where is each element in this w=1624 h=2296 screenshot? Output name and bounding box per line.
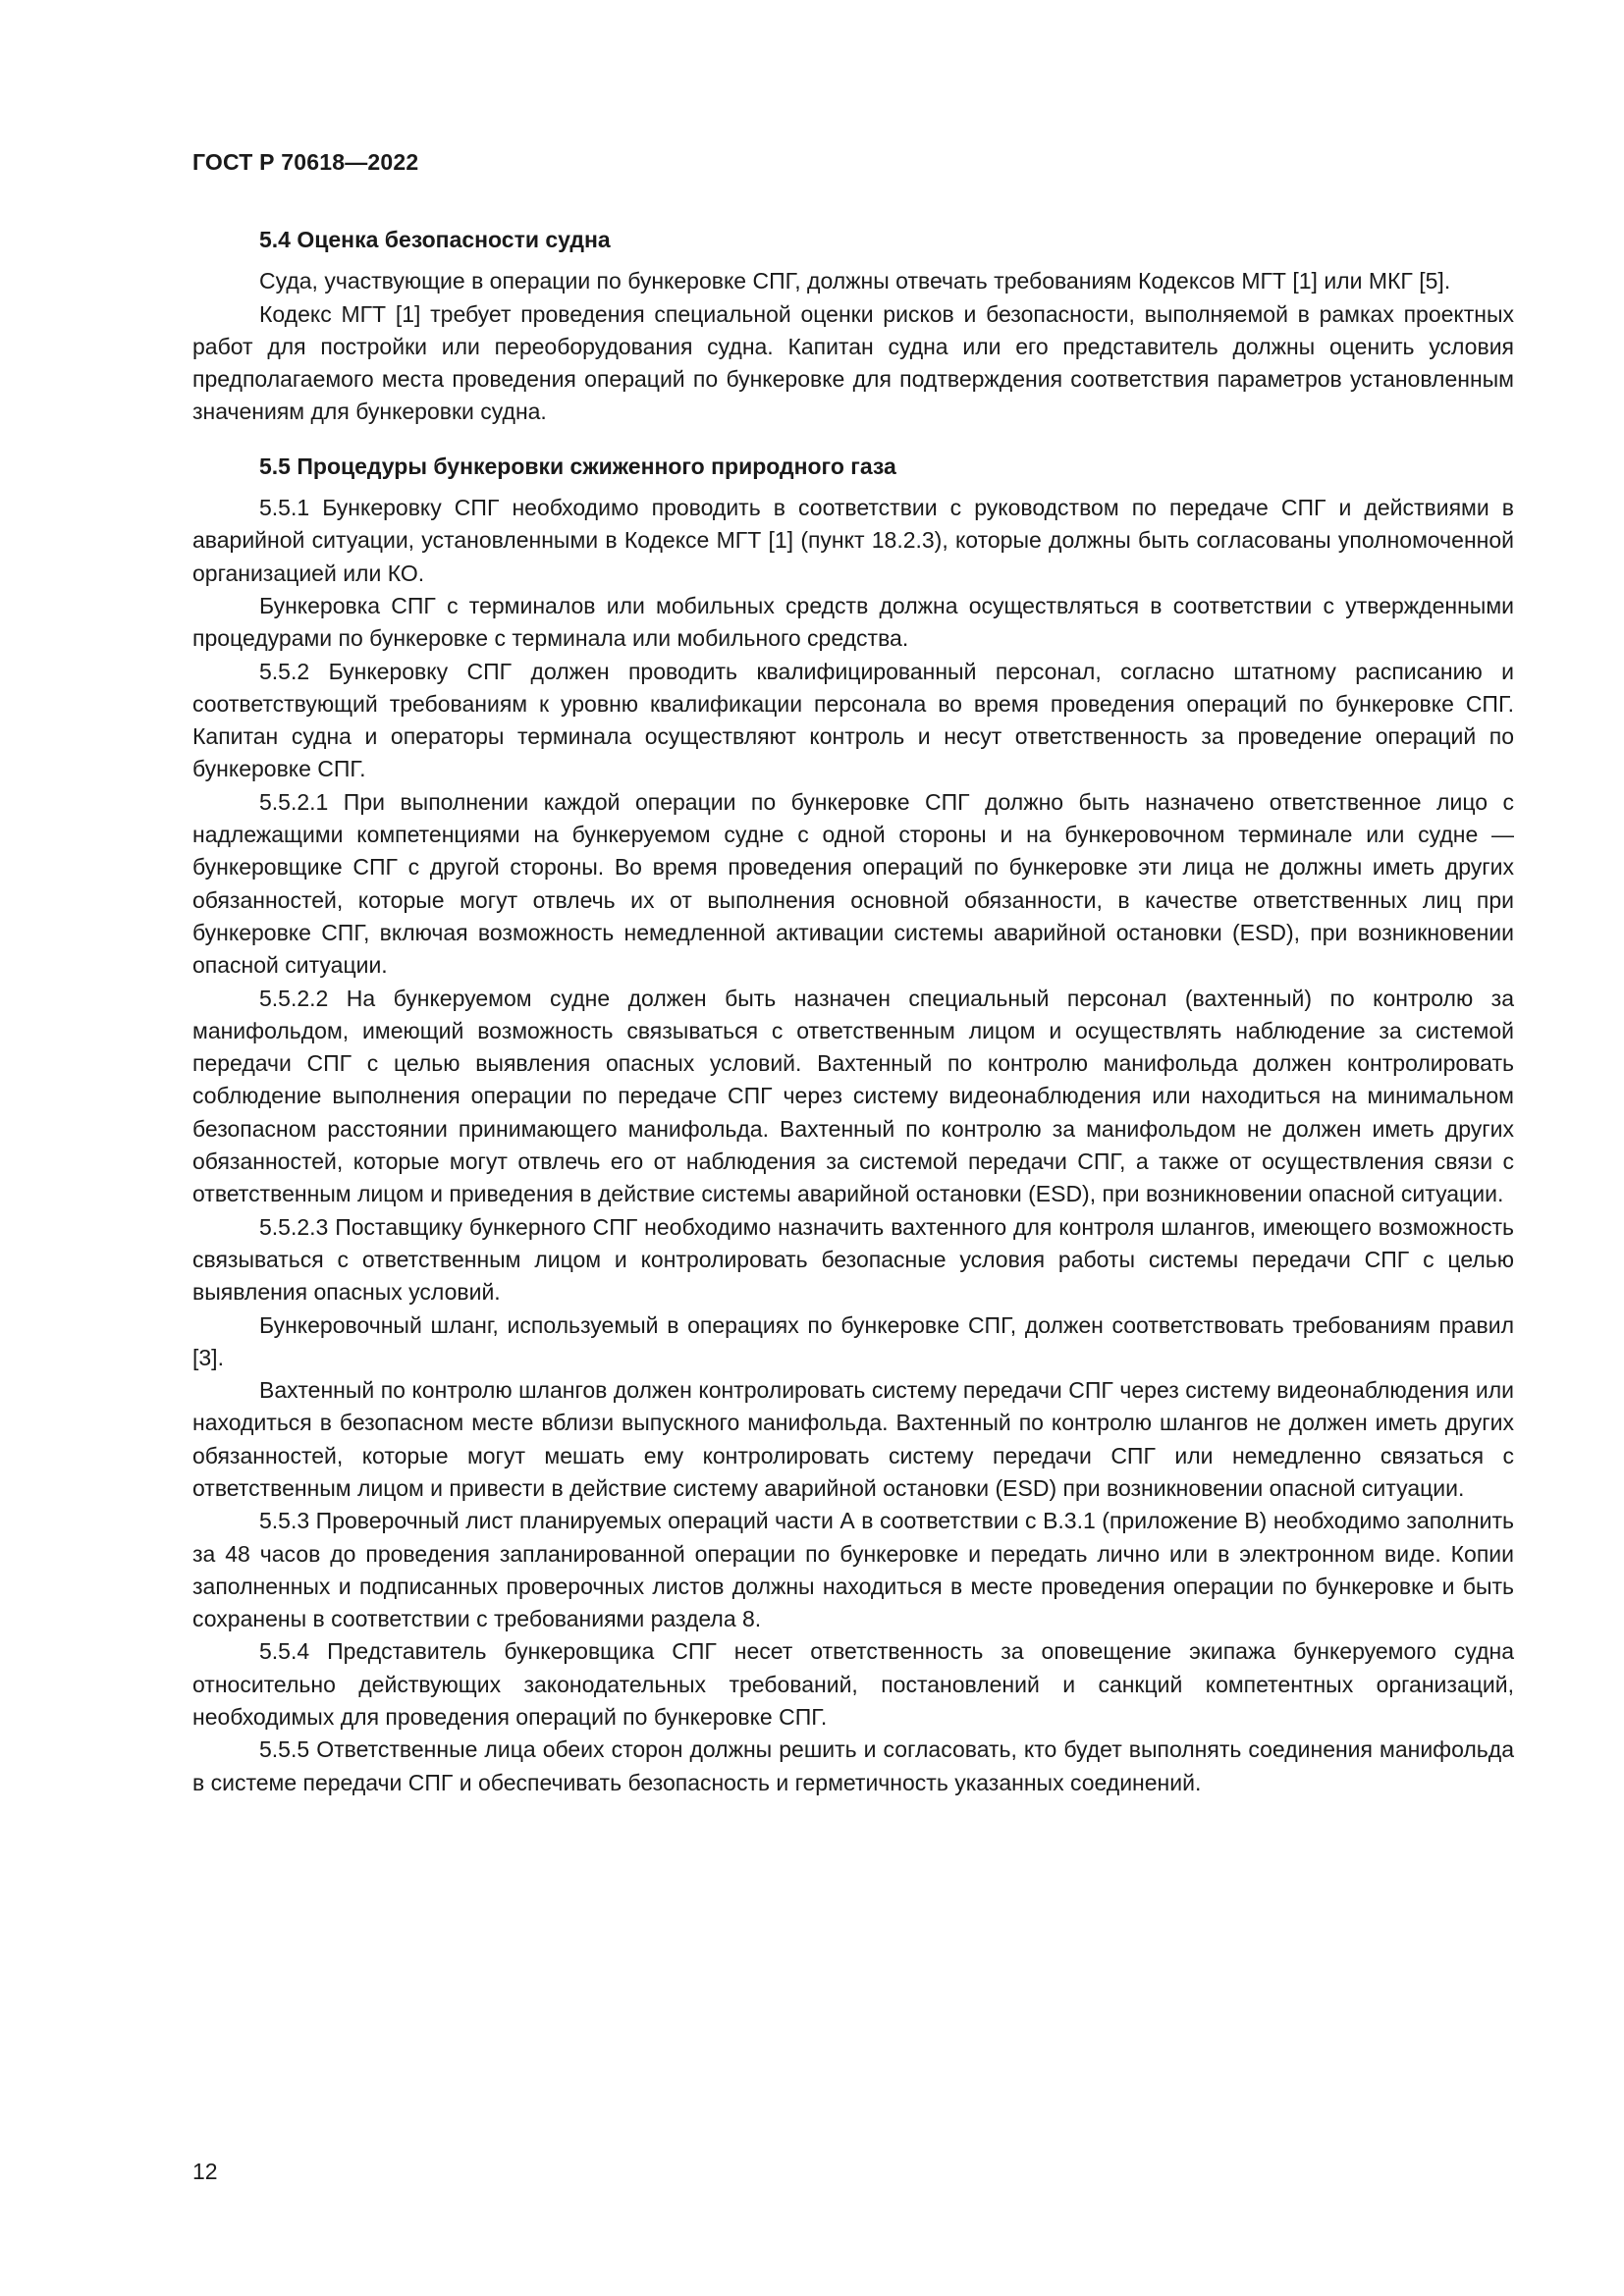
paragraph-5-5-2-1: 5.5.2.1 При выполнении каждой операции по бункеровке СПГ должно быть назначено ответственное лицо с надлежащими компетенциями на бункеруемом судне с одной стороны и на бункеровочном терминале или судне — бункеровщике СПГ с другой стороны. Во время проведения операций по бункеровке эти лица не должны иметь других обязанностей, которые могут отвлечь их от выполнения основной обязанности, в качестве ответственных лиц при бункеровке СПГ, включая возможность немедленной активации системы аварийной остановки (ESD), при возникновении опасной ситуации. bbox=[192, 788, 1514, 979]
paragraph: Вахтенный по контролю шлангов должен контролировать систему передачи СПГ через систему видеонаблюдения или находиться в безопасном месте вблизи выпускного манифольда. Вахтенный по контролю шлангов не должен иметь других обязанностей, которые могут мешать ему контролировать систему передачи СПГ или немедленно связаться с ответственным лицом и привести в действие систему аварийной остановки (ESD) при возникновении опасной ситуации. bbox=[192, 1377, 1514, 1501]
paragraph: Суда, участвующие в операции по бункеровке СПГ, должны отвечать требованиям Кодексов МГТ [1] или МКГ [5]. bbox=[259, 268, 1451, 294]
paragraph-5-5-3: 5.5.3 Проверочный лист планируемых операций части А в соответствии с В.3.1 (приложение В) необходимо заполнить за 48 часов до проведения запланированной операции по бункеровке и передать лично или в электронном виде. Копии заполненных и подписанных проверочных листов должны находиться в месте проведения операции по бункеровке и быть сохранены в соответствии с требованиями раздела 8. bbox=[192, 1508, 1514, 1632]
paragraph: Кодекс МГТ [1] требует проведения специальной оценки рисков и безопасности, выполняемой в рамках проектных работ для постройки или переоборудования судна. Капитан судна или его представитель должны оценить условия предполагаемого места проведения операций по бункеровке для подтверждения соответствия параметров установленным значениям для бункеровки судна. bbox=[192, 300, 1514, 425]
document-code-header: ГОСТ Р 70618—2022 bbox=[192, 149, 419, 175]
section-heading-5-5: 5.5 Процедуры бункеровки сжиженного природного газа bbox=[259, 453, 896, 479]
paragraph-5-5-1: 5.5.1 Бункеровку СПГ необходимо проводить в соответствии с руководством по передаче СПГ и действиями в аварийной ситуации, установленными в Кодексе МГТ [1] (пункт 18.2.3), которые должны быть согласованы уполномоченной организацией или КО. bbox=[192, 495, 1514, 586]
paragraph-5-5-2-2: 5.5.2.2 На бункеруемом судне должен быть назначен специальный персонал (вахтенный) по контролю за манифольдом, имеющий возможность связываться с ответственным лицом и осуществлять наблюдение за системой передачи СПГ с целью выявления опасных условий. Вахтенный по контролю манифольда должен контролировать соблюдение выполнения операции по передаче СПГ через систему видеонаблюдения или находиться на минимальном безопасном расстоянии принимающего манифольда. Вахтенный по контролю за манифольдом не должен иметь других обязанностей, которые могут отвлечь его от наблюдения за системой передачи СПГ, а также от осуществления связи с ответственным лицом и приведения в действие системы аварийной остановки (ESD), при возникновении опасной ситуации. bbox=[192, 985, 1514, 1207]
paragraph: Бункеровка СПГ с терминалов или мобильных средств должна осуществляться в соответствии с утвержденными процедурами по бункеровке с терминала или мобильного средства. bbox=[192, 592, 1514, 652]
paragraph: Бункеровочный шланг, используемый в операциях по бункеровке СПГ, должен соответствовать требованиям правил [3]. bbox=[192, 1311, 1514, 1370]
paragraph-5-5-5: 5.5.5 Ответственные лица обеих сторон должны решить и согласовать, кто будет выполнять соединения манифольда в системе передачи СПГ и обеспечивать безопасность и герметичность указанных соединений. bbox=[192, 1736, 1514, 1795]
paragraph-5-5-4: 5.5.4 Представитель бункеровщика СПГ несет ответственность за оповещение экипажа бункеруемого судна относительно действующих законодательных требований, постановлений и санкций компетентных организаций, необходимых для проведения операций по бункеровке СПГ. bbox=[192, 1638, 1514, 1731]
document-body bbox=[192, 224, 1514, 1799]
paragraph-5-5-2-3: 5.5.2.3 Поставщику бункерного СПГ необходимо назначить вахтенного для контроля шлангов, имеющего возможность связываться с ответственным лицом и контролировать безопасные условия работы системы передачи СПГ с целью выявления опасных условий. bbox=[192, 1213, 1514, 1306]
document-page bbox=[192, 0, 1514, 2296]
section-heading-5-4: 5.4 Оценка безопасности судна bbox=[259, 227, 611, 252]
page-number: 12 bbox=[192, 2159, 218, 2184]
paragraph-5-5-2: 5.5.2 Бункеровку СПГ должен проводить квалифицированный персонал, согласно штатному расписанию и соответствующий требованиям к уровню квалификации персонала во время проведения операций по бункеровке СПГ. Капитан судна и операторы терминала осуществляют контроль и несут ответственность за проведение операций по бункеровке СПГ. bbox=[192, 658, 1514, 782]
